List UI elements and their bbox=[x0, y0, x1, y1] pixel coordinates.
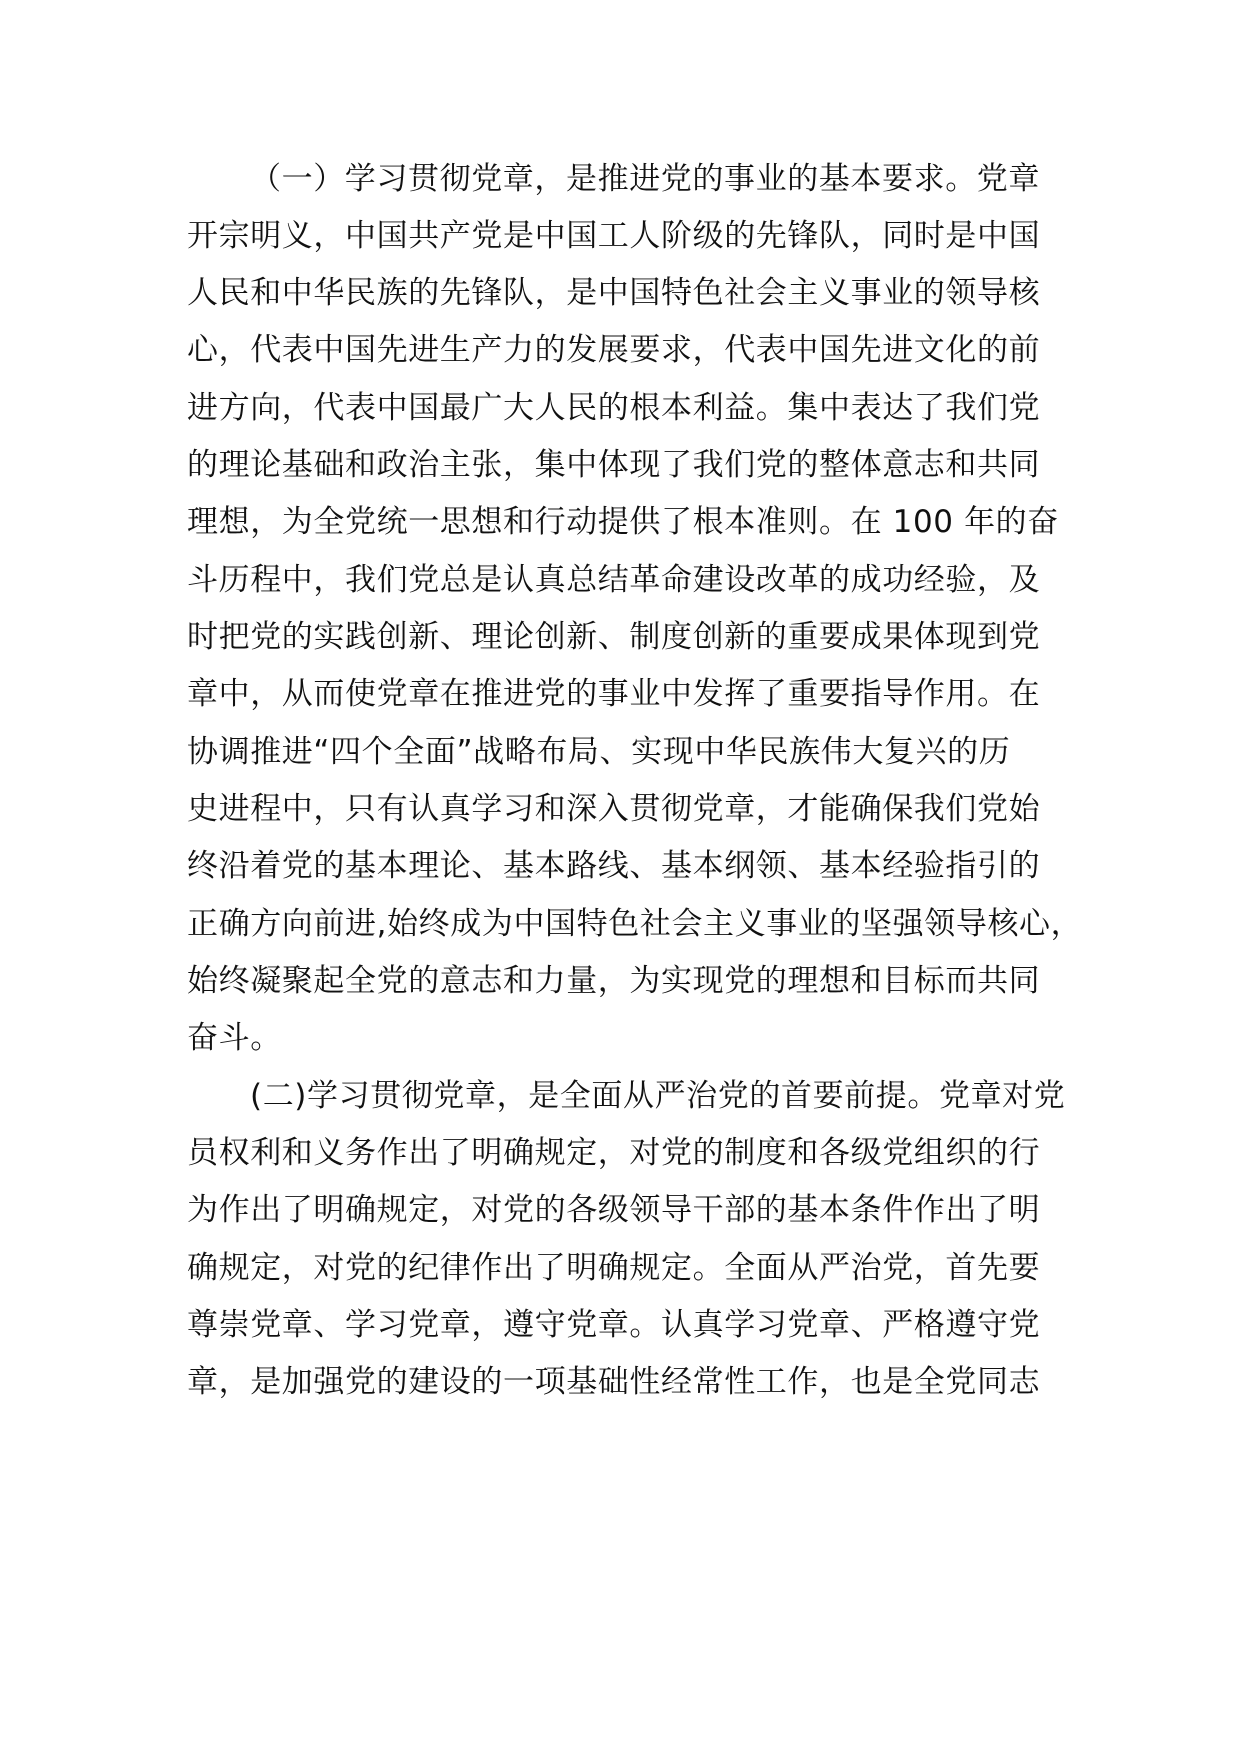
text-line: (二)学习贯彻党章，是全面从严治党的首要前提。党章对党 bbox=[250, 1078, 1066, 1114]
text-line: 奋斗。 bbox=[187, 1020, 282, 1056]
text-line: 史进程中，只有认真学习和深入贯彻党章，才能确保我们党始 bbox=[187, 791, 1041, 827]
text-line: 员权利和义务作出了明确规定，对党的制度和各级党组织的行 bbox=[187, 1135, 1041, 1171]
text-line: 确规定，对党的纪律作出了明确规定。全面从严治党，首先要 bbox=[187, 1250, 1041, 1286]
text-line: 开宗明义，中国共产党是中国工人阶级的先锋队，同时是中国 bbox=[187, 218, 1041, 254]
text-line: 章，是加强党的建设的一项基础性经常性工作，也是全党同志 bbox=[187, 1364, 1041, 1400]
text-line: 正确方向前进,始终成为中国特色社会主义事业的坚强领导核心， bbox=[187, 906, 1083, 942]
text-line: 章中，从而使党章在推进党的事业中发挥了重要指导作用。在 bbox=[187, 676, 1041, 712]
text-line: 人民和中华民族的先锋队，是中国特色社会主义事业的领导核 bbox=[187, 275, 1041, 311]
text-line: 时把党的实践创新、理论创新、制度创新的重要成果体现到党 bbox=[187, 619, 1041, 655]
text-line: 进方向，代表中国最广大人民的根本利益。集中表达了我们党 bbox=[187, 390, 1041, 426]
text-line: 理想，为全党统一思想和行动提供了根本准则。在 100 年的奋 bbox=[187, 504, 1059, 540]
text-line: 斗历程中，我们党总是认真总结革命建设改革的成功经验，及 bbox=[187, 562, 1041, 598]
text-line: （一）学习贯彻党章，是推进党的事业的基本要求。党章 bbox=[250, 161, 1040, 197]
text-line: 心，代表中国先进生产力的发展要求，代表中国先进文化的前 bbox=[187, 332, 1041, 368]
text-line: 为作出了明确规定，对党的各级领导干部的基本条件作出了明 bbox=[187, 1192, 1041, 1228]
text-line: 的理论基础和政治主张，集中体现了我们党的整体意志和共同 bbox=[187, 447, 1041, 483]
text-line: 始终凝聚起全党的意志和力量，为实现党的理想和目标而共同 bbox=[187, 963, 1041, 999]
text-line: 尊崇党章、学习党章，遵守党章。认真学习党章、严格遵守党 bbox=[187, 1307, 1041, 1343]
text-line: 终沿着党的基本理论、基本路线、基本纲领、基本经验指引的 bbox=[187, 848, 1041, 884]
text-line: 协调推进“四个全面”战略布局、实现中华民族伟大复兴的历 bbox=[187, 734, 1011, 770]
